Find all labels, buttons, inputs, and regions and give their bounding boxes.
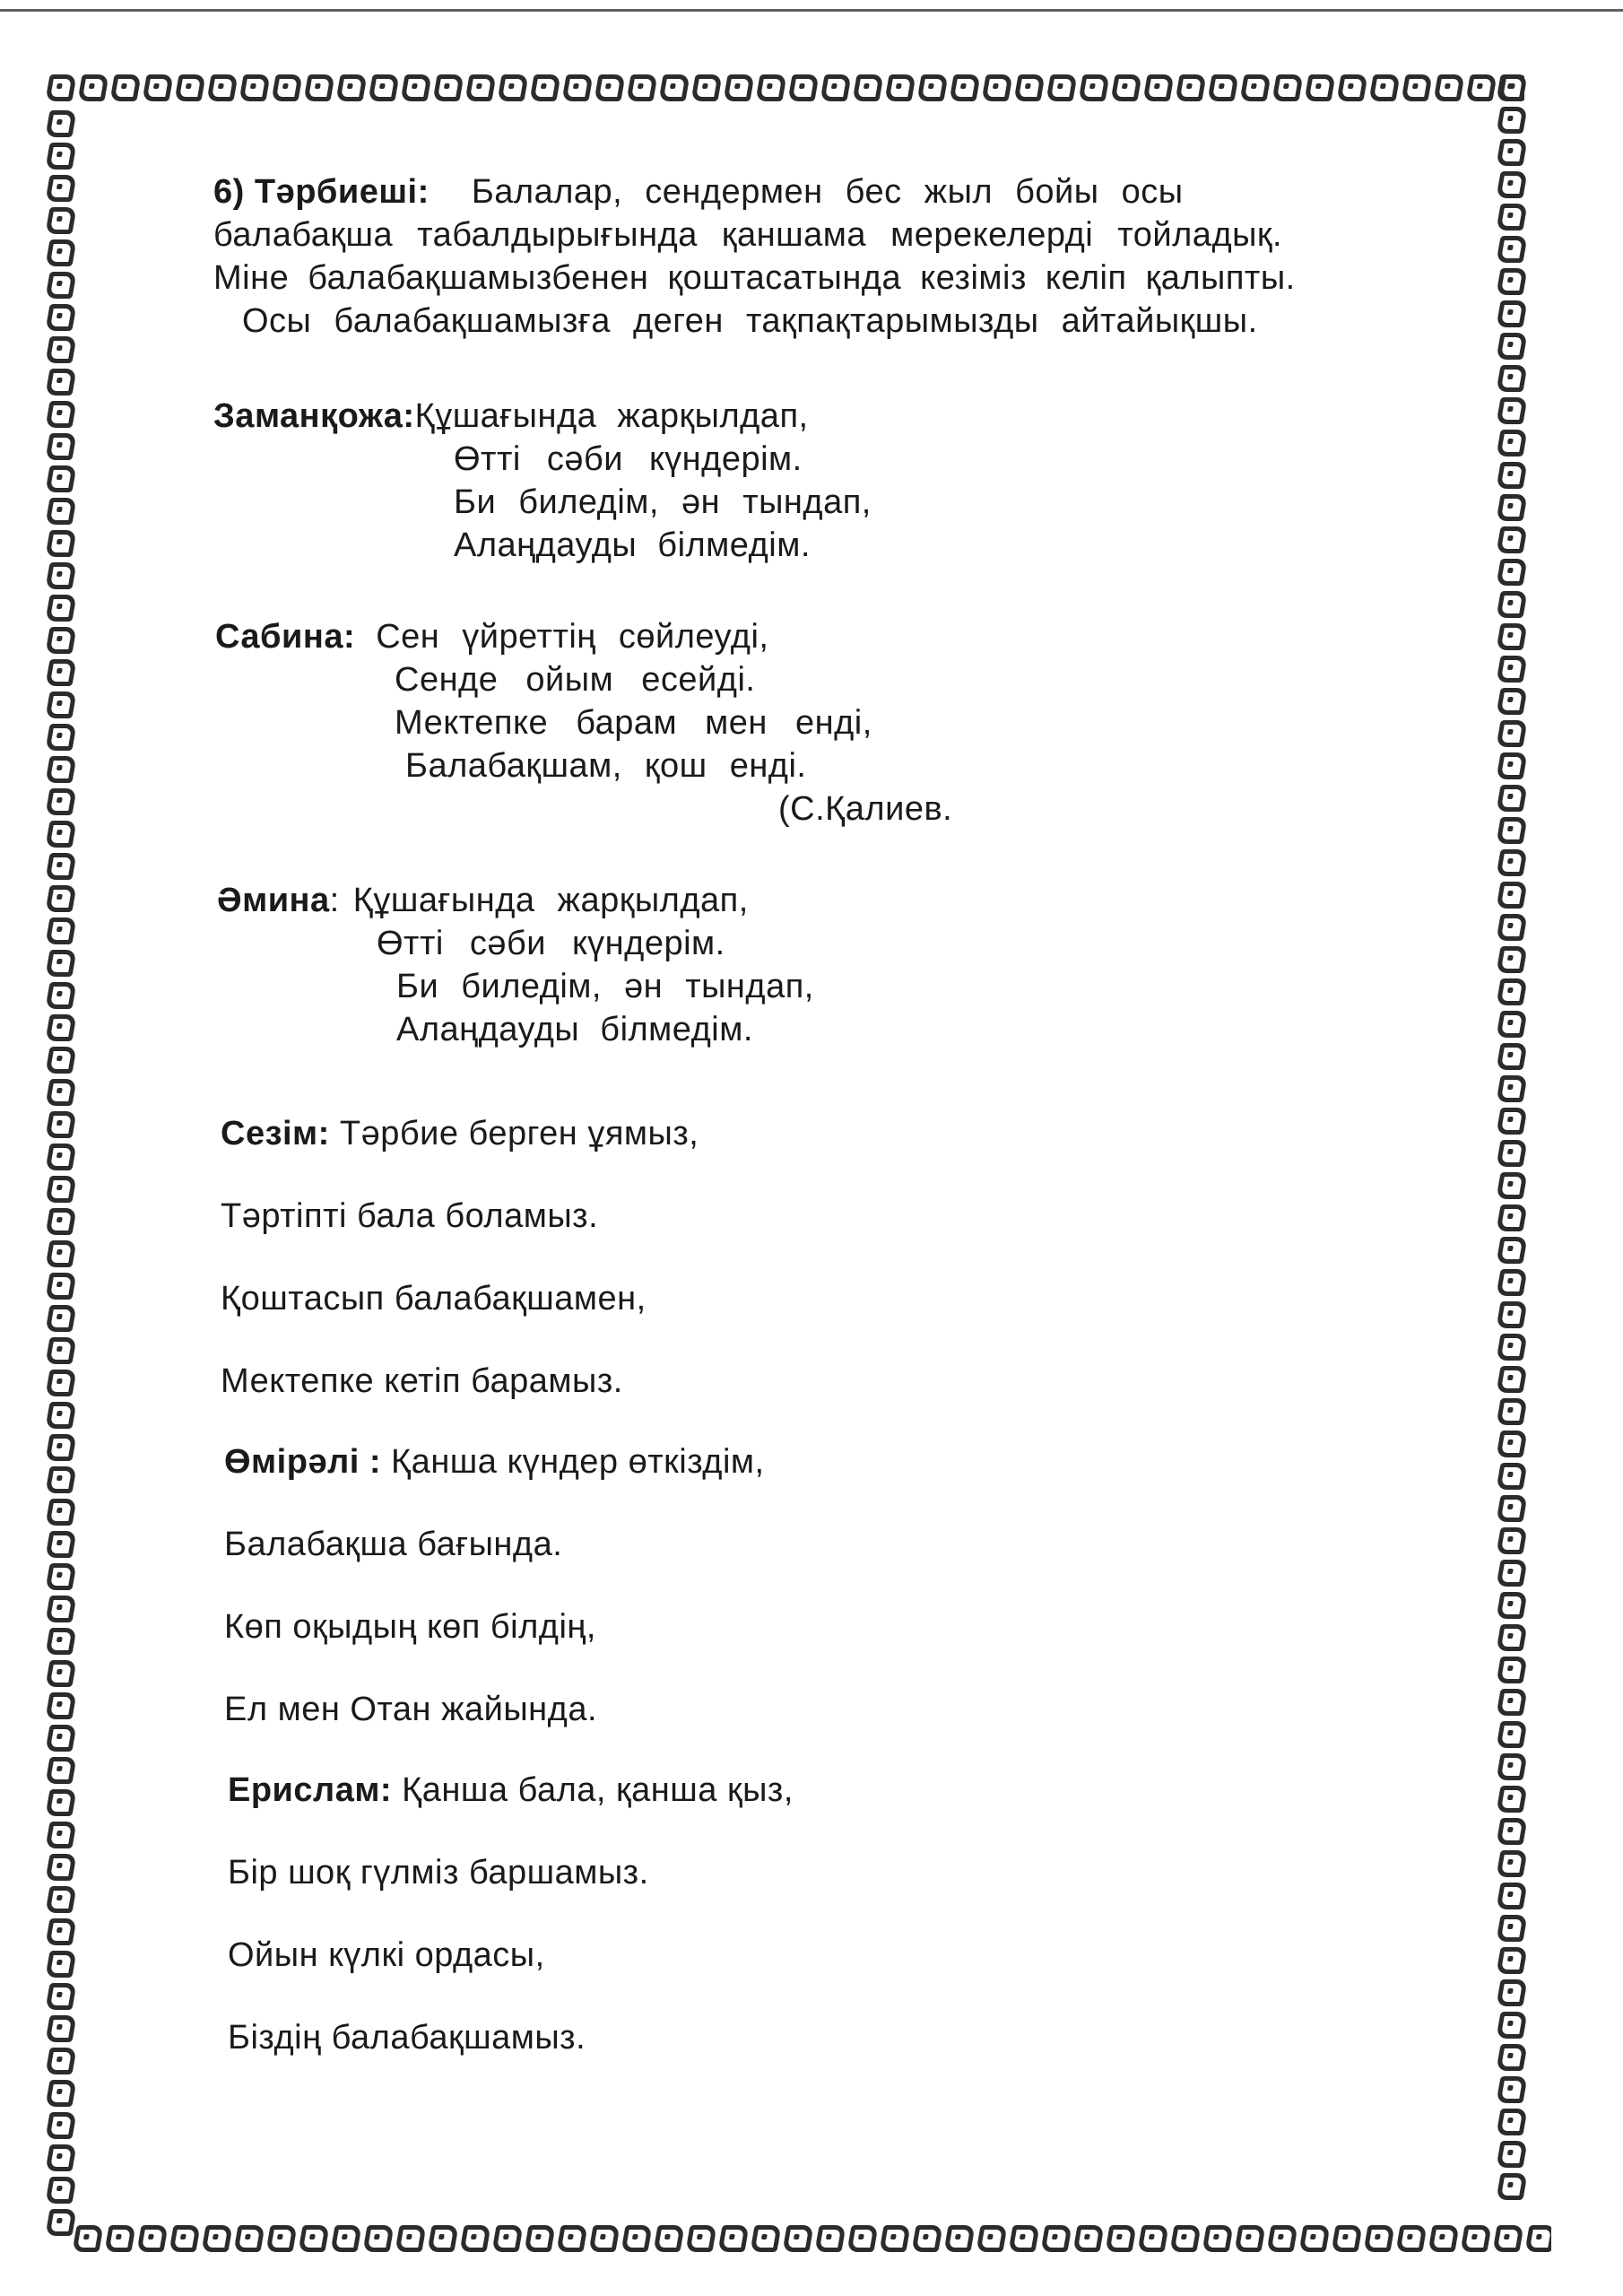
ornament-tile — [1496, 365, 1527, 392]
ornament-tile — [45, 627, 76, 654]
ornament-tile — [1496, 2044, 1527, 2071]
verse-erislam — [228, 1749, 794, 2079]
ornament-tile — [265, 2225, 297, 2252]
ornament-tile — [1496, 1527, 1527, 1554]
ornament-tile — [1175, 74, 1206, 101]
ornament-tile — [911, 2225, 942, 2252]
ornament-tile — [1496, 1398, 1527, 1425]
ornament-tile — [1298, 2225, 1330, 2252]
intro-line-4: Осы балабақшамызға деген тақпақтарымызды айтайықшы. — [242, 302, 1258, 340]
verse-line: Бір шоқ гүлміз баршамыз. — [228, 1854, 649, 1892]
ornament-tile — [45, 1531, 76, 1558]
verse-line: Тәртіпті бала боламыз. — [221, 1197, 599, 1235]
ornament-tile — [820, 74, 851, 101]
ornament-tile — [1271, 74, 1303, 101]
ornament-tile — [685, 2225, 716, 2252]
verse-line: Өтті сәби күндерім. — [454, 440, 803, 478]
ornament-tile — [1496, 1915, 1527, 1942]
verse-line: Ойын күлкі ордасы, — [228, 1936, 545, 1974]
verse-line: Балабақша бағында. — [224, 1526, 563, 1563]
ornament-tile — [1496, 462, 1527, 489]
ornament-tile — [1496, 1075, 1527, 1102]
ornament-tile — [1008, 2225, 1039, 2252]
intro-line-1 — [213, 170, 1469, 213]
verse-omirali — [224, 1421, 765, 1751]
ornament-tile — [529, 74, 560, 101]
verse-sabina — [215, 615, 952, 831]
ornament-tile — [1496, 2076, 1527, 2103]
ornament-tile — [45, 1402, 76, 1429]
ornament-tile — [335, 74, 367, 101]
ornament-tile — [1496, 978, 1527, 1005]
ornament-tile — [1137, 2225, 1168, 2252]
ornament-tile — [1496, 2173, 1527, 2200]
ornament-tile — [45, 1951, 76, 1978]
verse-line: Алаңдауды білмедім. — [454, 526, 811, 564]
verse-line — [213, 395, 872, 438]
ornament-tile — [45, 950, 76, 977]
ornament-tile — [432, 74, 464, 101]
ornament-tile — [1496, 494, 1527, 521]
ornament-tile — [943, 2225, 975, 2252]
ornament-tile — [1105, 2225, 1136, 2252]
ornament-tile — [45, 1273, 76, 1300]
ornament-tile — [976, 2225, 1007, 2252]
ornament-tile — [1496, 1753, 1527, 1780]
ornament-tile — [1202, 2225, 1233, 2252]
ornament-tile — [45, 207, 76, 234]
verse-line: Би биледім, ән тындап, — [396, 968, 814, 1005]
ornament-border-top — [45, 72, 1524, 104]
ornament-tile — [45, 336, 76, 363]
ornament-tile — [717, 2225, 749, 2252]
ornament-tile — [1496, 2012, 1527, 2039]
verse-line: Ел мен Отан жайында. — [224, 1691, 598, 1728]
attribution: (С.Қалиев. — [778, 790, 953, 828]
ornament-tile — [1496, 1172, 1527, 1199]
ornament-tile — [787, 74, 819, 101]
ornament-tile — [298, 2225, 329, 2252]
ornament-tile — [271, 74, 302, 101]
speaker-name: Сезім: — [221, 1115, 330, 1152]
ornament-tile — [45, 1628, 76, 1655]
ornament-tile — [1496, 785, 1527, 812]
ornament-tile — [45, 1176, 76, 1203]
ornament-tile — [45, 1466, 76, 1493]
ornament-tile — [621, 2225, 652, 2252]
ornament-tile — [45, 2015, 76, 2042]
ornament-tile — [556, 2225, 587, 2252]
speaker-name: Заманқожа: — [213, 397, 415, 435]
ornament-tile — [45, 175, 76, 202]
ornament-tile — [1496, 946, 1527, 973]
ornament-tile — [1496, 139, 1527, 166]
ornament-tile — [1078, 74, 1109, 101]
ornament-tile — [588, 2225, 620, 2252]
ornament-tile — [1046, 74, 1077, 101]
ornament-tile — [45, 1434, 76, 1461]
ornament-tile — [109, 74, 141, 101]
ornament-tile — [755, 74, 786, 101]
verse-line — [224, 1421, 765, 1503]
speaker-name: Ерислам: — [228, 1771, 393, 1809]
speaker-name: Әмина — [217, 882, 330, 919]
ornament-tile — [45, 2112, 76, 2139]
ornament-tile — [884, 74, 916, 101]
ornament-tile — [1496, 1463, 1527, 1490]
ornament-tile — [1496, 882, 1527, 909]
ornament-tile — [45, 498, 76, 525]
ornament-tile — [1496, 1560, 1527, 1587]
ornament-tile — [1524, 2225, 1551, 2252]
ornament-tile — [1496, 333, 1527, 360]
ornament-tile — [1013, 74, 1045, 101]
speaker-name: Сабина: — [215, 618, 356, 656]
ornament-tile — [1496, 1850, 1527, 1877]
ornament-tile — [1072, 2225, 1104, 2252]
ornament-tile — [45, 2080, 76, 2107]
ornament-tile — [136, 2225, 168, 2252]
ornament-tile — [303, 74, 334, 101]
ornament-tile — [45, 1014, 76, 1041]
ornament-tile — [1496, 236, 1527, 263]
ornament-tile — [750, 2225, 781, 2252]
ornament-tile — [723, 74, 754, 101]
ornament-tile — [1496, 1786, 1527, 1813]
verse-line-text: Тәрбие берген ұямыз, — [339, 1115, 699, 1152]
ornament-tile — [1401, 74, 1432, 101]
ornament-tile — [1496, 656, 1527, 683]
ornament-tile — [45, 74, 76, 101]
ornament-tile — [1496, 1108, 1527, 1135]
ornament-tile — [1496, 1657, 1527, 1683]
ornament-tile — [1496, 559, 1527, 586]
ornament-tile — [45, 2144, 76, 2171]
verse-line-text: Қанша бала, қанша қыз, — [402, 1771, 794, 1809]
ornament-tile — [1496, 1495, 1527, 1522]
ornament-tile — [1040, 2225, 1072, 2252]
intro-line-text: Балалар, сендермен бес жыл бойы осы — [471, 173, 1184, 211]
ornament-tile — [1496, 1818, 1527, 1845]
ornament-tile — [45, 1886, 76, 1913]
ornament-tile — [400, 74, 431, 101]
verse-line-text: Құшағында жарқылдап, — [414, 397, 809, 435]
ornament-tile — [45, 1918, 76, 1945]
ornament-tile — [45, 1305, 76, 1332]
ornament-tile — [233, 2225, 265, 2252]
verse-line-text: Қанша күндер өткіздім, — [391, 1443, 765, 1481]
ornament-tile — [45, 304, 76, 331]
ornament-tile — [1496, 1624, 1527, 1651]
ornament-tile — [1336, 74, 1367, 101]
ornament-tile — [45, 1144, 76, 1170]
ornament-tile — [239, 74, 270, 101]
ornament-tile — [395, 2225, 426, 2252]
ornament-tile — [491, 2225, 523, 2252]
ornament-tile — [1496, 752, 1527, 779]
ornament-tile — [1496, 591, 1527, 618]
ornament-tile — [1496, 1366, 1527, 1393]
ornament-tile — [1496, 2141, 1527, 2168]
ornament-tile — [1496, 688, 1527, 715]
verse-line: Көп оқыдың көп білдің, — [224, 1608, 596, 1646]
ornament-tile — [45, 1337, 76, 1364]
ornament-tile — [45, 272, 76, 299]
ornament-tile — [1428, 2225, 1459, 2252]
ornament-tile — [1496, 2109, 1527, 2135]
ornament-tile — [45, 2209, 76, 2236]
ornament-tile — [142, 74, 173, 101]
ornament-tile — [45, 659, 76, 686]
ornament-tile — [464, 74, 496, 101]
ornament-tile — [45, 401, 76, 428]
ornament-tile — [1496, 397, 1527, 424]
ornament-tile — [497, 74, 528, 101]
ornament-tile — [626, 74, 657, 101]
ornament-tile — [201, 2225, 232, 2252]
ornament-tile — [45, 595, 76, 622]
ornament-tile — [561, 74, 593, 101]
ornament-tile — [45, 1079, 76, 1106]
ornament-tile — [1207, 74, 1238, 101]
ornament-tile — [1496, 914, 1527, 941]
verse-zamankozha — [213, 395, 872, 567]
ornament-tile — [45, 433, 76, 460]
ornament-tile — [45, 691, 76, 718]
ornament-tile — [169, 2225, 200, 2252]
ornament-tile — [1496, 1237, 1527, 1264]
ornament-tile — [45, 143, 76, 170]
ornament-tile — [1496, 268, 1527, 295]
ornament-tile — [1496, 526, 1527, 553]
ornament-tile — [1496, 300, 1527, 327]
ornament-tile — [653, 2225, 684, 2252]
ornament-tile — [45, 530, 76, 557]
ornament-tile — [459, 2225, 490, 2252]
ornament-tile — [45, 1596, 76, 1622]
ornament-tile — [45, 1822, 76, 1848]
ornament-tile — [524, 2225, 555, 2252]
ornament-tile — [1433, 74, 1464, 101]
ornament-tile — [45, 918, 76, 944]
ornament-tile — [1496, 817, 1527, 844]
ornament-tile — [1496, 1301, 1527, 1328]
ornament-tile — [1142, 74, 1174, 101]
verse-line — [228, 1749, 794, 1831]
ornament-tile — [1496, 1269, 1527, 1296]
ornament-tile — [852, 74, 883, 101]
ornament-tile — [45, 2048, 76, 2074]
verse-line: Алаңдауды білмедім. — [396, 1011, 753, 1048]
ornament-tile — [45, 1983, 76, 2010]
ornament-tile — [1496, 1592, 1527, 1619]
ornament-border-bottom — [72, 2222, 1551, 2255]
ornament-tile — [782, 2225, 813, 2252]
verse-line-text: Сен үйреттің сөйлеуді, — [376, 618, 769, 656]
ornament-tile — [1331, 2225, 1362, 2252]
ornament-tile — [1496, 74, 1527, 101]
ornament-tile — [1395, 2225, 1427, 2252]
ornament-tile — [45, 788, 76, 815]
ornament-tile — [1496, 171, 1527, 198]
ornament-tile — [1496, 1689, 1527, 1716]
ornament-tile — [1169, 2225, 1201, 2252]
ornament-tile — [1304, 74, 1335, 101]
ornament-tile — [916, 74, 948, 101]
ornament-tile — [846, 2225, 878, 2252]
ornament-tile — [814, 2225, 846, 2252]
ornament-tile — [1368, 74, 1400, 101]
ornament-tile — [45, 1370, 76, 1396]
verse-line-text: Құшағында жарқылдап, — [352, 882, 749, 919]
ornament-tile — [45, 821, 76, 848]
ornament-tile — [45, 885, 76, 912]
ornament-tile — [45, 1692, 76, 1719]
ornament-tile — [45, 1725, 76, 1752]
verse-line: Қоштасып балабақшамен, — [221, 1280, 647, 1318]
ornament-tile — [45, 2177, 76, 2204]
ornament-tile — [427, 2225, 458, 2252]
scan-edge-line — [0, 9, 1623, 12]
ornament-tile — [45, 756, 76, 783]
ornament-tile — [45, 724, 76, 751]
ornament-tile — [45, 562, 76, 589]
ornament-tile — [206, 74, 238, 101]
ornament-tile — [362, 2225, 394, 2252]
ornament-tile — [45, 465, 76, 492]
ornament-tile — [1496, 720, 1527, 747]
verse-amina — [217, 879, 814, 1051]
ornament-tile — [1496, 1979, 1527, 2006]
ornament-tile — [45, 1208, 76, 1235]
speaker-separator: : — [329, 882, 340, 919]
ornament-tile — [1465, 74, 1497, 101]
ornament-tile — [45, 982, 76, 1009]
ornament-tile — [1266, 2225, 1298, 2252]
ornament-tile — [77, 74, 108, 101]
ornament-tile — [45, 1111, 76, 1138]
ornament-tile — [330, 2225, 361, 2252]
ornament-tile — [1496, 204, 1527, 230]
ornament-tile — [45, 853, 76, 880]
ornament-tile — [1496, 1011, 1527, 1038]
ornament-tile — [368, 74, 399, 101]
ornament-tile — [594, 74, 625, 101]
intro-paragraph — [213, 170, 1469, 343]
verse-line — [217, 879, 814, 922]
verse-line: Өтті сәби күндерім. — [377, 925, 725, 962]
speaker-name: 6) Тәрбиеші: — [213, 173, 430, 211]
ornament-tile — [1496, 1947, 1527, 1974]
ornament-tile — [1496, 107, 1527, 134]
verse-line: Мектепке кетіп барамыз. — [221, 1362, 623, 1400]
ornament-tile — [658, 74, 690, 101]
ornament-tile — [1239, 74, 1271, 101]
ornament-tile — [1496, 1334, 1527, 1361]
ornament-tile — [1496, 849, 1527, 876]
ornament-tile — [45, 1789, 76, 1816]
intro-line-3: Міне балабақшамызбенен қоштасатында кезіміз келіп қалыпты. — [213, 259, 1296, 297]
ornament-tile — [1496, 1431, 1527, 1457]
ornament-tile — [45, 239, 76, 266]
ornament-border-left — [45, 108, 77, 2242]
verse-line — [215, 615, 952, 658]
verse-line: Балабақшам, қош енді. — [405, 747, 807, 785]
ornament-tile — [1496, 623, 1527, 650]
ornament-tile — [1496, 1043, 1527, 1070]
ornament-border-right — [1496, 72, 1528, 2224]
ornament-tile — [1496, 1140, 1527, 1167]
ornament-tile — [45, 1563, 76, 1590]
ornament-tile — [45, 1240, 76, 1267]
ornament-tile — [45, 369, 76, 396]
ornament-tile — [1110, 74, 1141, 101]
ornament-tile — [1234, 2225, 1265, 2252]
speaker-name: Өмірәлі : — [224, 1443, 381, 1481]
ornament-tile — [1496, 1205, 1527, 1231]
ornament-tile — [949, 74, 980, 101]
ornament-tile — [1496, 1721, 1527, 1748]
verse-line: Біздің балабақшамыз. — [228, 2019, 586, 2057]
verse-sezim — [221, 1092, 699, 1422]
ornament-tile — [45, 1499, 76, 1526]
ornament-tile — [879, 2225, 910, 2252]
ornament-tile — [1363, 2225, 1394, 2252]
ornament-tile — [1496, 430, 1527, 457]
ornament-tile — [690, 74, 722, 101]
ornament-tile — [45, 1047, 76, 1074]
ornament-tile — [45, 1854, 76, 1881]
ornament-tile — [45, 1660, 76, 1687]
ornament-tile — [104, 2225, 135, 2252]
ornament-tile — [1460, 2225, 1491, 2252]
ornament-tile — [174, 74, 205, 101]
verse-line: Мектепке барам мен енді, — [395, 704, 872, 742]
verse-line: Би биледім, ән тындап, — [454, 483, 872, 521]
ornament-tile — [1492, 2225, 1523, 2252]
verse-line: Сенде ойым есейді. — [395, 661, 756, 699]
ornament-tile — [45, 110, 76, 137]
ornament-tile — [981, 74, 1012, 101]
intro-line-2: балабақша табалдырығында қаншама мерекелерді тойладық. — [213, 216, 1283, 254]
verse-line — [221, 1092, 699, 1175]
ornament-tile — [1496, 1883, 1527, 1909]
ornament-tile — [45, 1757, 76, 1784]
